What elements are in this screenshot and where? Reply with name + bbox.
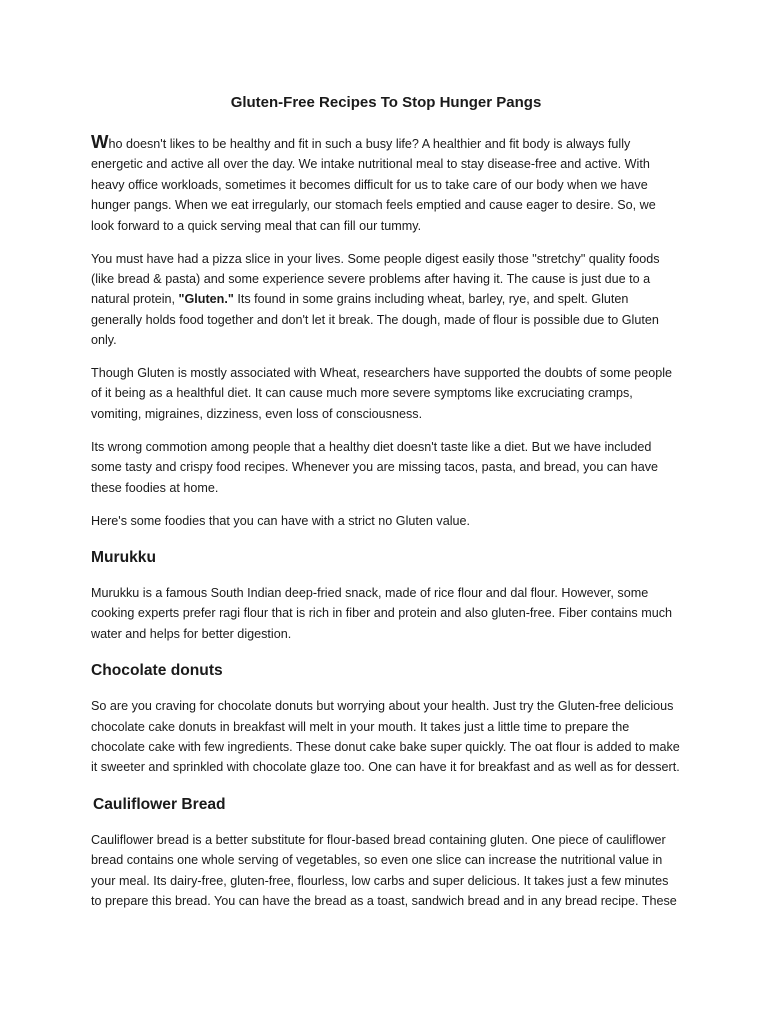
intro-text: ho doesn't likes to be healthy and fit in such a busy life? A healthier and fit body is always fully energetic and active all over the day. We intake nutritional meal to stay disease-free and active. With heavy office workloads, sometimes it becomes difficult for us to take care of our body when we have hunger pangs. When we eat irregularly, our stomach feels emptied and cause eager to desire. So, we look forward to a quick serving meal that can fill our tummy. — [91, 137, 656, 233]
section-body-cauliflower-bread: Cauliflower bread is a better substitute for flour-based bread containing gluten. One piece of cauliflower bread contains one whole serving of vegetables, so even one slice can increase the nutritional value in your meal. Its dairy-free, gluten-free, flourless, low carbs and super delicious. It takes just a few minutes to prepare this bread. You can have the bread as a toast, sandwich bread and in any bread recipe. These — [91, 832, 677, 908]
wheat-paragraph: Though Gluten is mostly associated with Wheat, researchers have supported the doubts of some people of it being as a healthful diet. It can cause much more severe symptoms like excruciating cramps, vomiting, migraines, dizziness, even loss of consciousness. — [91, 366, 673, 421]
foodies-paragraph: Here's some foodies that you can have with a strict no Gluten value. — [91, 513, 471, 528]
gluten-paragraph-end: Its found in some grains including wheat, barley, rye, and spelt. Gluten generally holds food together and don't let it break. The dough, made of flour is possible due to Gluten only. — [91, 292, 659, 348]
section-heading-murukku: Murukku — [91, 548, 156, 566]
intro-paragraph — [91, 132, 681, 236]
document-body — [91, 92, 681, 924]
section-heading-cauliflower-bread: Cauliflower Bread — [93, 795, 226, 813]
section-body-chocolate-donuts: So are you craving for chocolate donuts but worrying about your health. Just try the Gluten-free delicious chocolate cake donuts in breakfast will melt in your mouth. It takes just a little time to prepare the chocolate cake with few ingredients. These donut cake bake super quickly. The oat flour is added to make it sweeter and sprinkled with chocolate glaze too. One can have it for breakfast and as well as for dessert. — [91, 699, 680, 775]
dropcap-letter: W — [91, 131, 109, 152]
section-heading-chocolate-donuts: Chocolate donuts — [91, 662, 223, 680]
commotion-paragraph: Its wrong commotion among people that a healthy diet doesn't taste like a diet. But we have included some tasty and crispy food recipes. Whenever you are missing tacos, pasta, and bread, you can have these foodies at home. — [91, 439, 659, 495]
gluten-term: "Gluten." — [178, 292, 234, 307]
document-title: Gluten-Free Recipes To Stop Hunger Pangs — [230, 94, 542, 111]
section-body-murukku: Murukku is a famous South Indian deep-fried snack, made of rice flour and dal flour. However, some cooking experts prefer ragi flour that is rich in fiber and protein and also gluten-free. Fiber contains much water and helps for better digestion. — [91, 585, 673, 641]
gluten-paragraph-start: You must have had a pizza slice in your lives. Some people digest easily those "stretchy" quality foods (like bread & pasta) and some experience severe problems after having it. The cause is just due to a natural protein, — [91, 251, 660, 307]
gluten-paragraph — [91, 249, 681, 351]
